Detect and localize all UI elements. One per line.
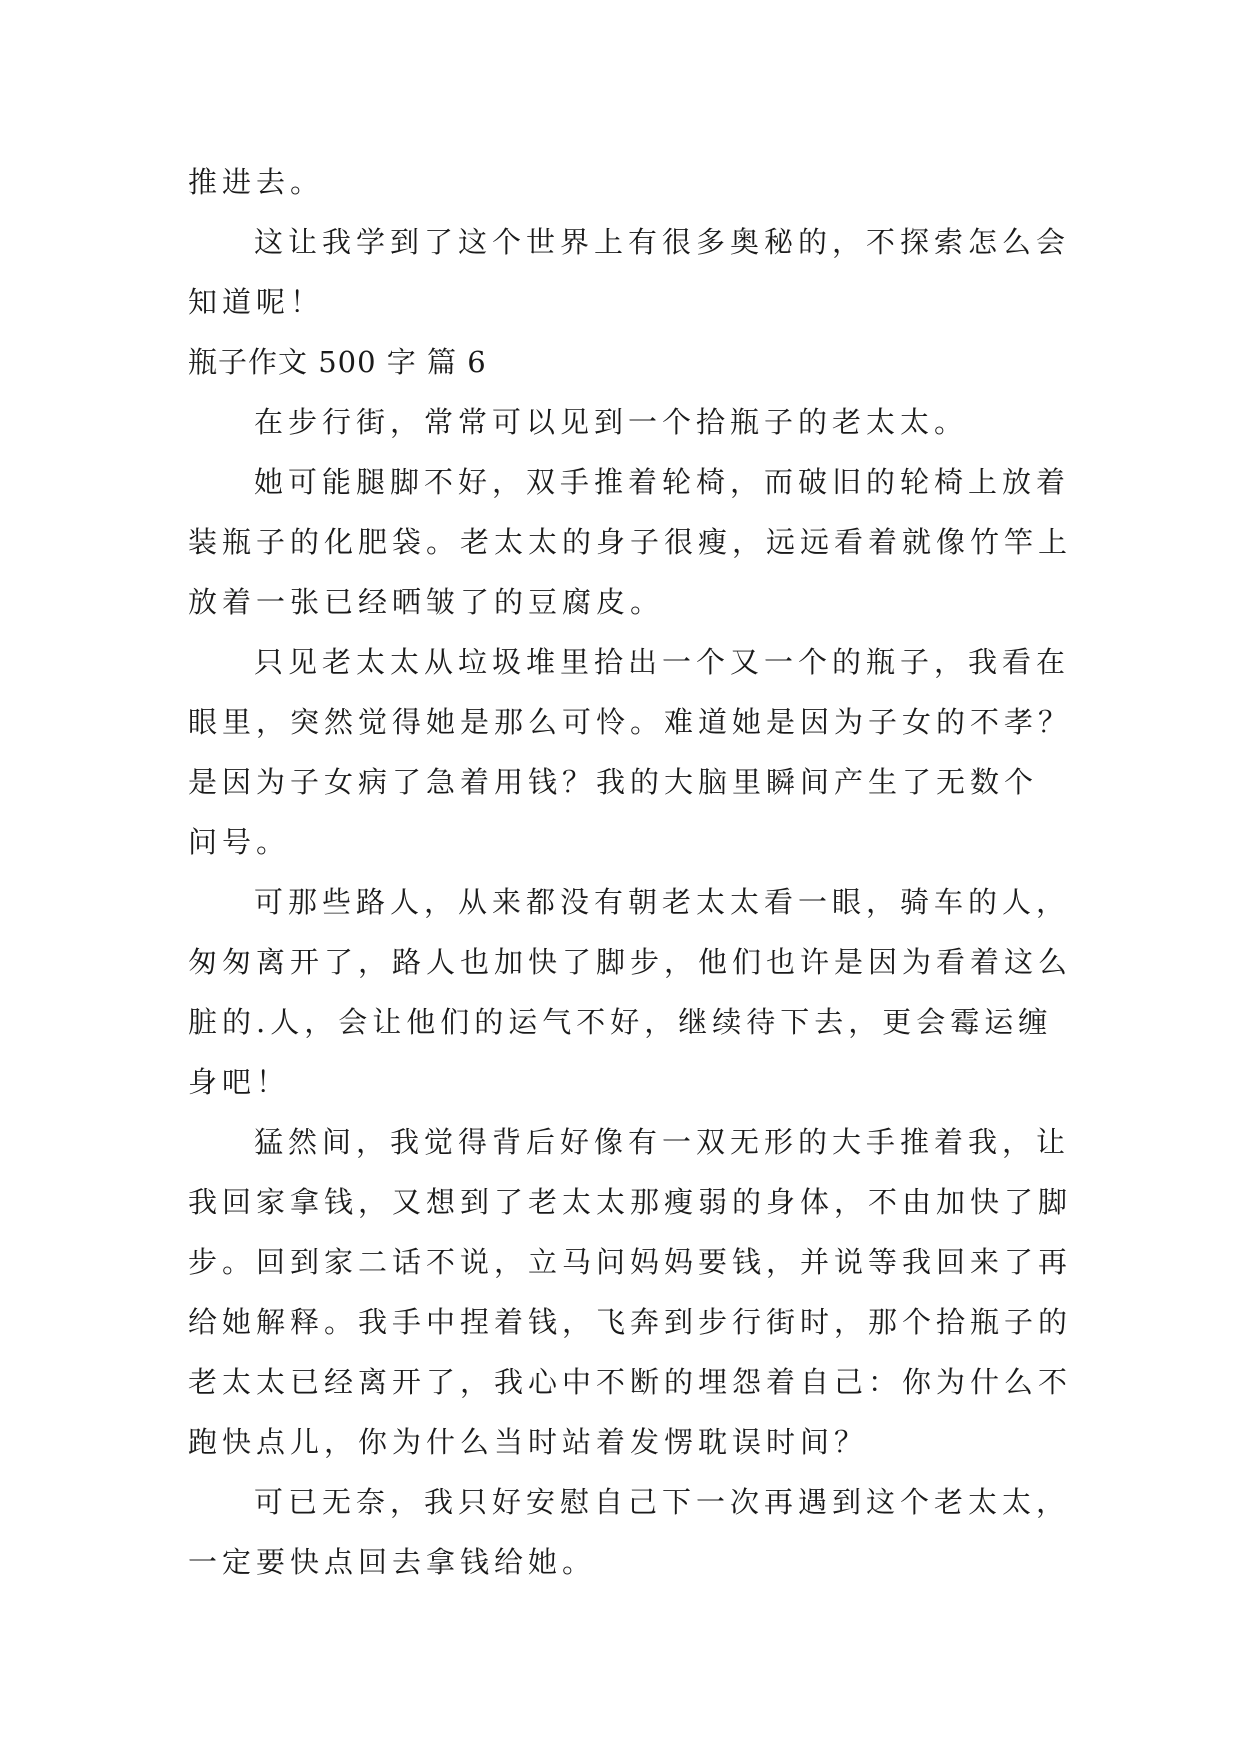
paragraph-line: 脏的.人，会让他们的运气不好，继续待下去，更会霉运缠 (188, 1005, 1053, 1039)
paragraph-line: 我回家拿钱，又想到了老太太那瘦弱的身体，不由加快了脚 (188, 1185, 1073, 1219)
paragraph-line: 猛然间，我觉得背后好像有一双无形的大手推着我，让 (254, 1125, 1071, 1159)
paragraph-line: 跑快点儿，你为什么当时站着发愣耽误时间？ (188, 1425, 869, 1459)
paragraph-line: 步。回到家二话不说，立马问妈妈要钱，并说等我回来了再 (188, 1245, 1073, 1279)
paragraph-line: 可那些路人，从来都没有朝老太太看一眼，骑车的人， (254, 885, 1071, 919)
paragraph-line: 放着一张已经晒皱了的豆腐皮。 (188, 585, 665, 619)
paragraph-line: 她可能腿脚不好，双手推着轮椅，而破旧的轮椅上放着 (254, 465, 1071, 499)
paragraph-line: 在步行街，常常可以见到一个拾瓶子的老太太。 (254, 405, 969, 439)
paragraph-line: 给她解释。我手中捏着钱，飞奔到步行街时，那个拾瓶子的 (188, 1305, 1073, 1339)
paragraph-line: 老太太已经离开了，我心中不断的埋怨着自己：你为什么不 (188, 1365, 1073, 1399)
paragraph-line: 匆匆离开了，路人也加快了脚步，他们也许是因为看着这么 (188, 945, 1073, 979)
intro-line: 这让我学到了这个世界上有很多奥秘的，不探索怎么会 (254, 225, 1071, 259)
paragraph-line: 身吧！ (188, 1065, 291, 1099)
paragraph-line: 装瓶子的化肥袋。老太太的身子很瘦，远远看着就像竹竿上 (188, 525, 1073, 559)
paragraph-line: 问号。 (188, 825, 291, 859)
paragraph-line: 一定要快点回去拿钱给她。 (188, 1545, 597, 1579)
paragraph-line: 只见老太太从垃圾堆里拾出一个又一个的瓶子，我看在 (254, 645, 1071, 679)
intro-line: 知道呢！ (188, 285, 325, 319)
intro-line: 推进去。 (188, 165, 325, 199)
paragraph-line: 是因为子女病了急着用钱？我的大脑里瞬间产生了无数个 (188, 765, 1039, 799)
paragraph-line: 眼里，突然觉得她是那么可怜。难道她是因为子女的不孝？ (188, 705, 1073, 739)
paragraph-line: 可已无奈，我只好安慰自己下一次再遇到这个老太太， (254, 1485, 1071, 1519)
document-page (188, 152, 1073, 1592)
section-heading: 瓶子作文 500 字 篇 6 (188, 345, 487, 379)
